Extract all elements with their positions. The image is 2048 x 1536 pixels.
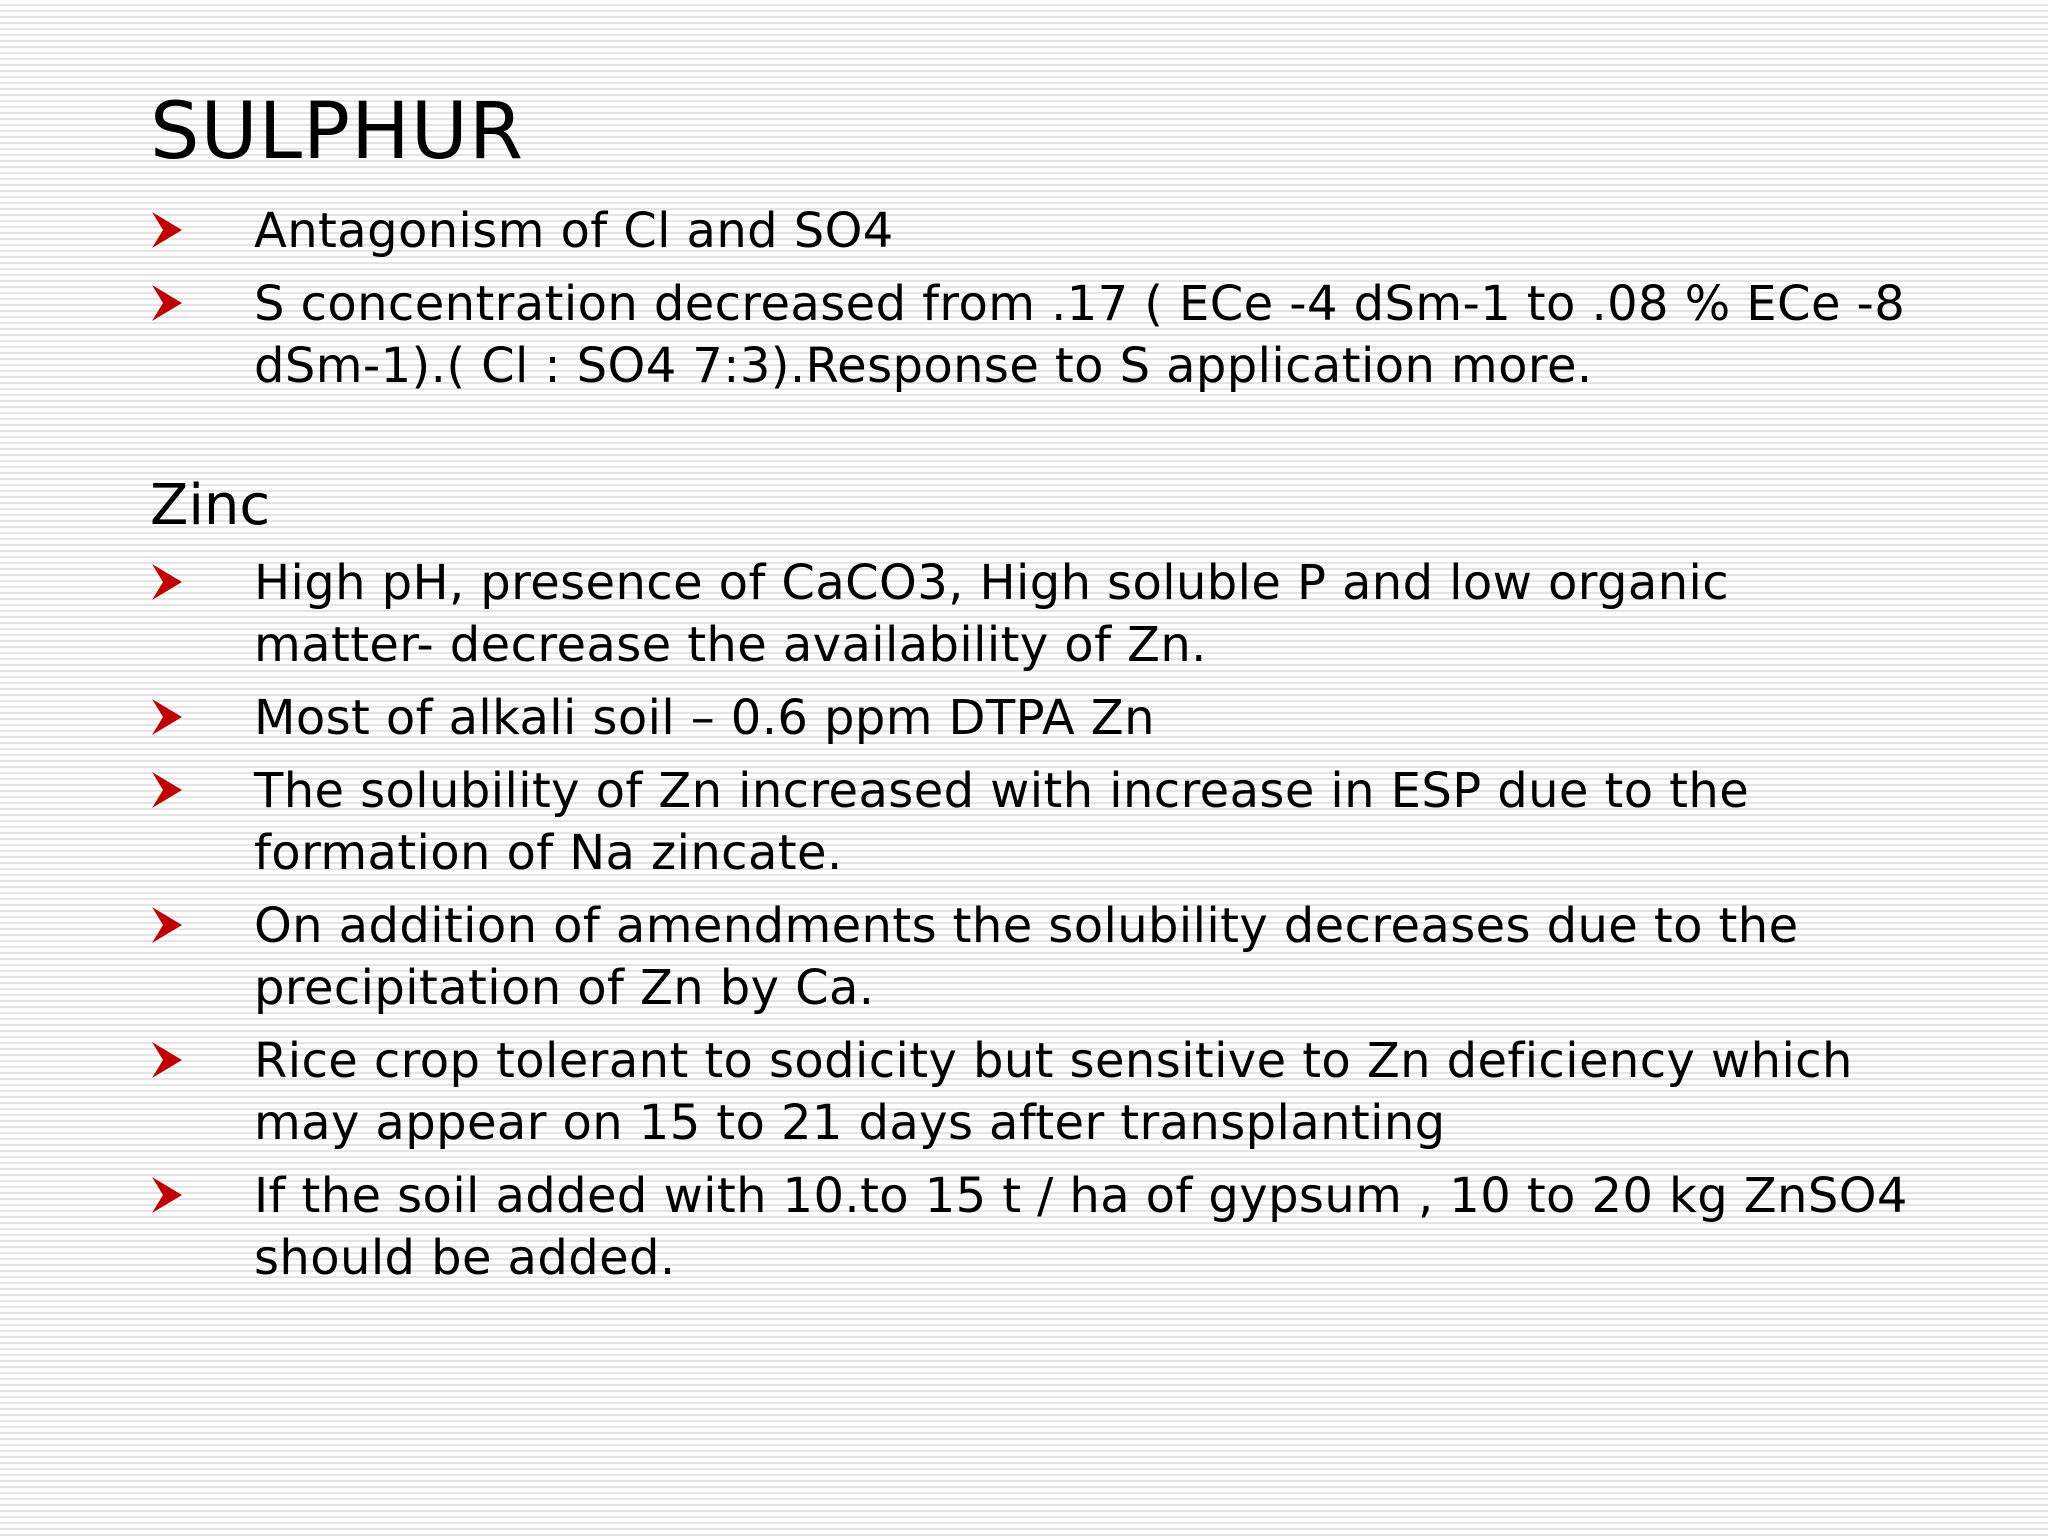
arrowhead-bullet-icon: [150, 695, 184, 739]
bullet-item: [150, 273, 1910, 397]
slide-title: SULPHUR: [150, 87, 525, 177]
bullet-item: [150, 1030, 1910, 1154]
bullet-text: Antagonism of Cl and SO4: [254, 203, 894, 259]
bullet-text: Most of alkali soil – 0.6 ppm DTPA Zn: [254, 690, 1155, 746]
arrowhead-bullet-icon: [150, 281, 184, 325]
bullet-item: [150, 552, 1910, 676]
arrowhead-bullet-icon: [150, 560, 184, 604]
arrowhead-bullet-icon: [150, 1038, 184, 1082]
bullet-text: The solubility of Zn increased with increase in ESP due to the formation of Na zincate.: [254, 763, 1750, 881]
bullet-item: [150, 895, 1910, 1019]
bullet-item: [150, 1165, 1910, 1289]
arrowhead-bullet-icon: [150, 768, 184, 812]
zinc-heading: Zinc: [150, 473, 271, 538]
bullet-text: Rice crop tolerant to sodicity but sensitive to Zn deficiency which may appear on 15 to 21 days after transplanting: [254, 1033, 1853, 1151]
arrowhead-bullet-icon: [150, 903, 184, 947]
bullet-item: [150, 687, 1910, 749]
bullet-text: S concentration decreased from .17 ( ECe -4 dSm-1 to .08 % ECe -8 dSm-1).( Cl : SO4 7:3).Response to S application more.: [254, 276, 1906, 394]
arrowhead-bullet-icon: [150, 208, 184, 252]
bullet-text: High pH, presence of CaCO3, High soluble P and low organic matter- decrease the availability of Zn.: [254, 555, 1730, 673]
zinc-bullet-list: [150, 552, 1910, 1300]
sulphur-bullet-list: [150, 200, 1910, 408]
bullet-text: If the soil added with 10.to 15 t / ha of gypsum , 10 to 20 kg ZnSO4 should be added.: [254, 1168, 1908, 1286]
arrowhead-bullet-icon: [150, 1173, 184, 1217]
bullet-text: On addition of amendments the solubility decreases due to the precipitation of Zn by Ca.: [254, 898, 1799, 1016]
bullet-item: [150, 200, 1910, 262]
bullet-item: [150, 760, 1910, 884]
